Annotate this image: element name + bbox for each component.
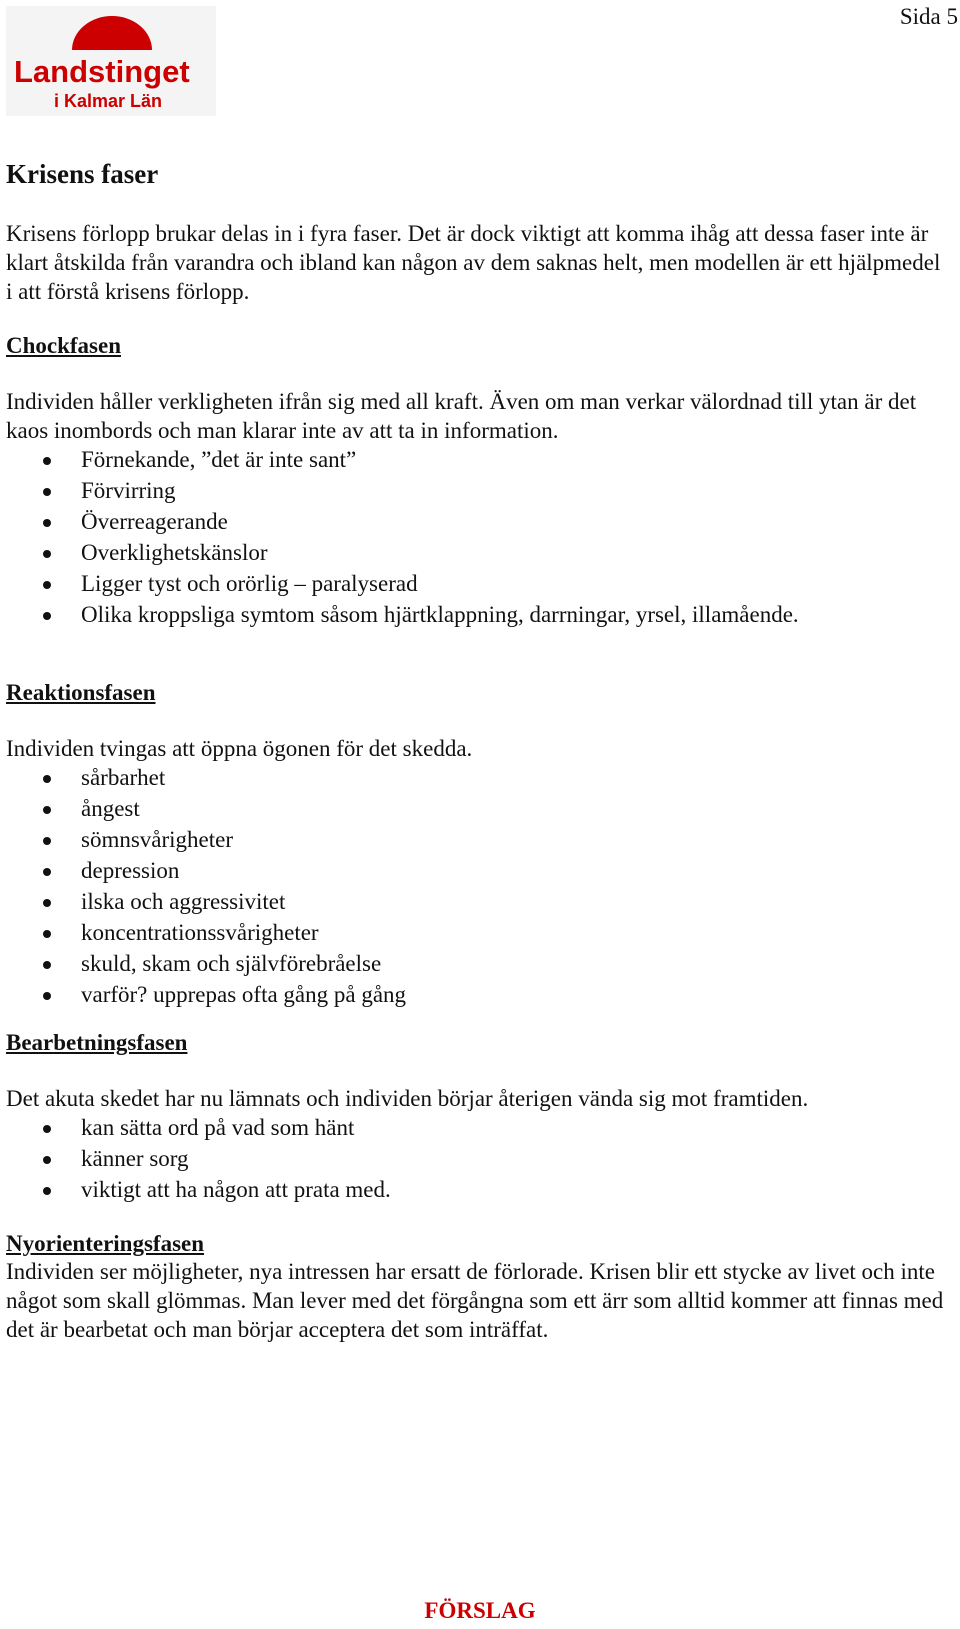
page-number: Sida 5 [899, 4, 958, 29]
list-item: kan sätta ord på vad som hänt [6, 1112, 391, 1143]
bullet-list-bearbetningsfasen [6, 1112, 391, 1205]
list-item: sårbarhet [6, 762, 406, 793]
logo-subtext: i Kalmar Län [54, 91, 163, 111]
section-heading-reaktionsfasen: Reaktionsfasen [6, 680, 156, 705]
section-text-nyorienteringsfasen: Individen ser möjligheter, nya intressen har ersatt de förlorade. Krisen blir ett stycke av livet och inte något som skall glömmas. Man lever med det förgångna som ett ärr som alltid kommer att finnas med det är bearbetat och man börjar acceptera det som inträffat. [6, 1259, 944, 1342]
list-item: Olika kroppsliga symtom såsom hjärtklappning, darrningar, yrsel, illamående. [6, 599, 799, 630]
section-heading-chockfasen: Chockfasen [6, 333, 122, 358]
list-item: Förvirring [6, 475, 799, 506]
list-item: ångest [6, 793, 406, 824]
list-item: känner sorg [6, 1143, 391, 1174]
section-text-bearbetningsfasen: Det akuta skedet har nu lämnats och individen börjar återigen vända sig mot framtiden. [6, 1086, 809, 1111]
list-item: depression [6, 855, 406, 886]
logo-text: Landstinget [14, 54, 190, 89]
list-item: varför? upprepas ofta gång på gång [6, 979, 406, 1010]
list-item: ilska och aggressivitet [6, 886, 406, 917]
section-heading-bearbetningsfasen: Bearbetningsfasen [6, 1030, 188, 1055]
list-item: koncentrationssvårigheter [6, 917, 406, 948]
logo-arc-icon [72, 16, 152, 50]
bullet-list-reaktionsfasen [6, 762, 406, 1010]
bullet-list-chockfasen [6, 444, 799, 630]
list-item: Överreagerande [6, 506, 799, 537]
list-item: viktigt att ha någon att prata med. [6, 1174, 391, 1205]
section-heading-nyorienteringsfasen: Nyorienteringsfasen [6, 1231, 205, 1256]
list-item: skuld, skam och självförebråelse [6, 948, 406, 979]
draft-label: FÖRSLAG [424, 1598, 536, 1623]
list-item: sömnsvårigheter [6, 824, 406, 855]
section-text-chockfasen: Individen håller verkligheten ifrån sig med all kraft. Även om man verkar välordnad till ytan är det kaos inombords och man klarar inte av att ta in information. [6, 389, 917, 443]
intro-paragraph: Krisens förlopp brukar delas in i fyra faser. Det är dock viktigt att komma ihåg att dessa faser inte är klart åtskilda från varandra och ibland kan någon av dem saknas helt, men modellen är ett hjälpmedel i att förstå krisens förlopp. [6, 221, 941, 304]
section-text-reaktionsfasen: Individen tvingas att öppna ögonen för det skedda. [6, 736, 473, 761]
landstinget-logo [6, 6, 216, 116]
page-title: Krisens faser [6, 159, 159, 189]
list-item: Förnekande, ”det är inte sant” [6, 444, 799, 475]
list-item: Overklighetskänslor [6, 537, 799, 568]
list-item: Ligger tyst och orörlig – paralyserad [6, 568, 799, 599]
